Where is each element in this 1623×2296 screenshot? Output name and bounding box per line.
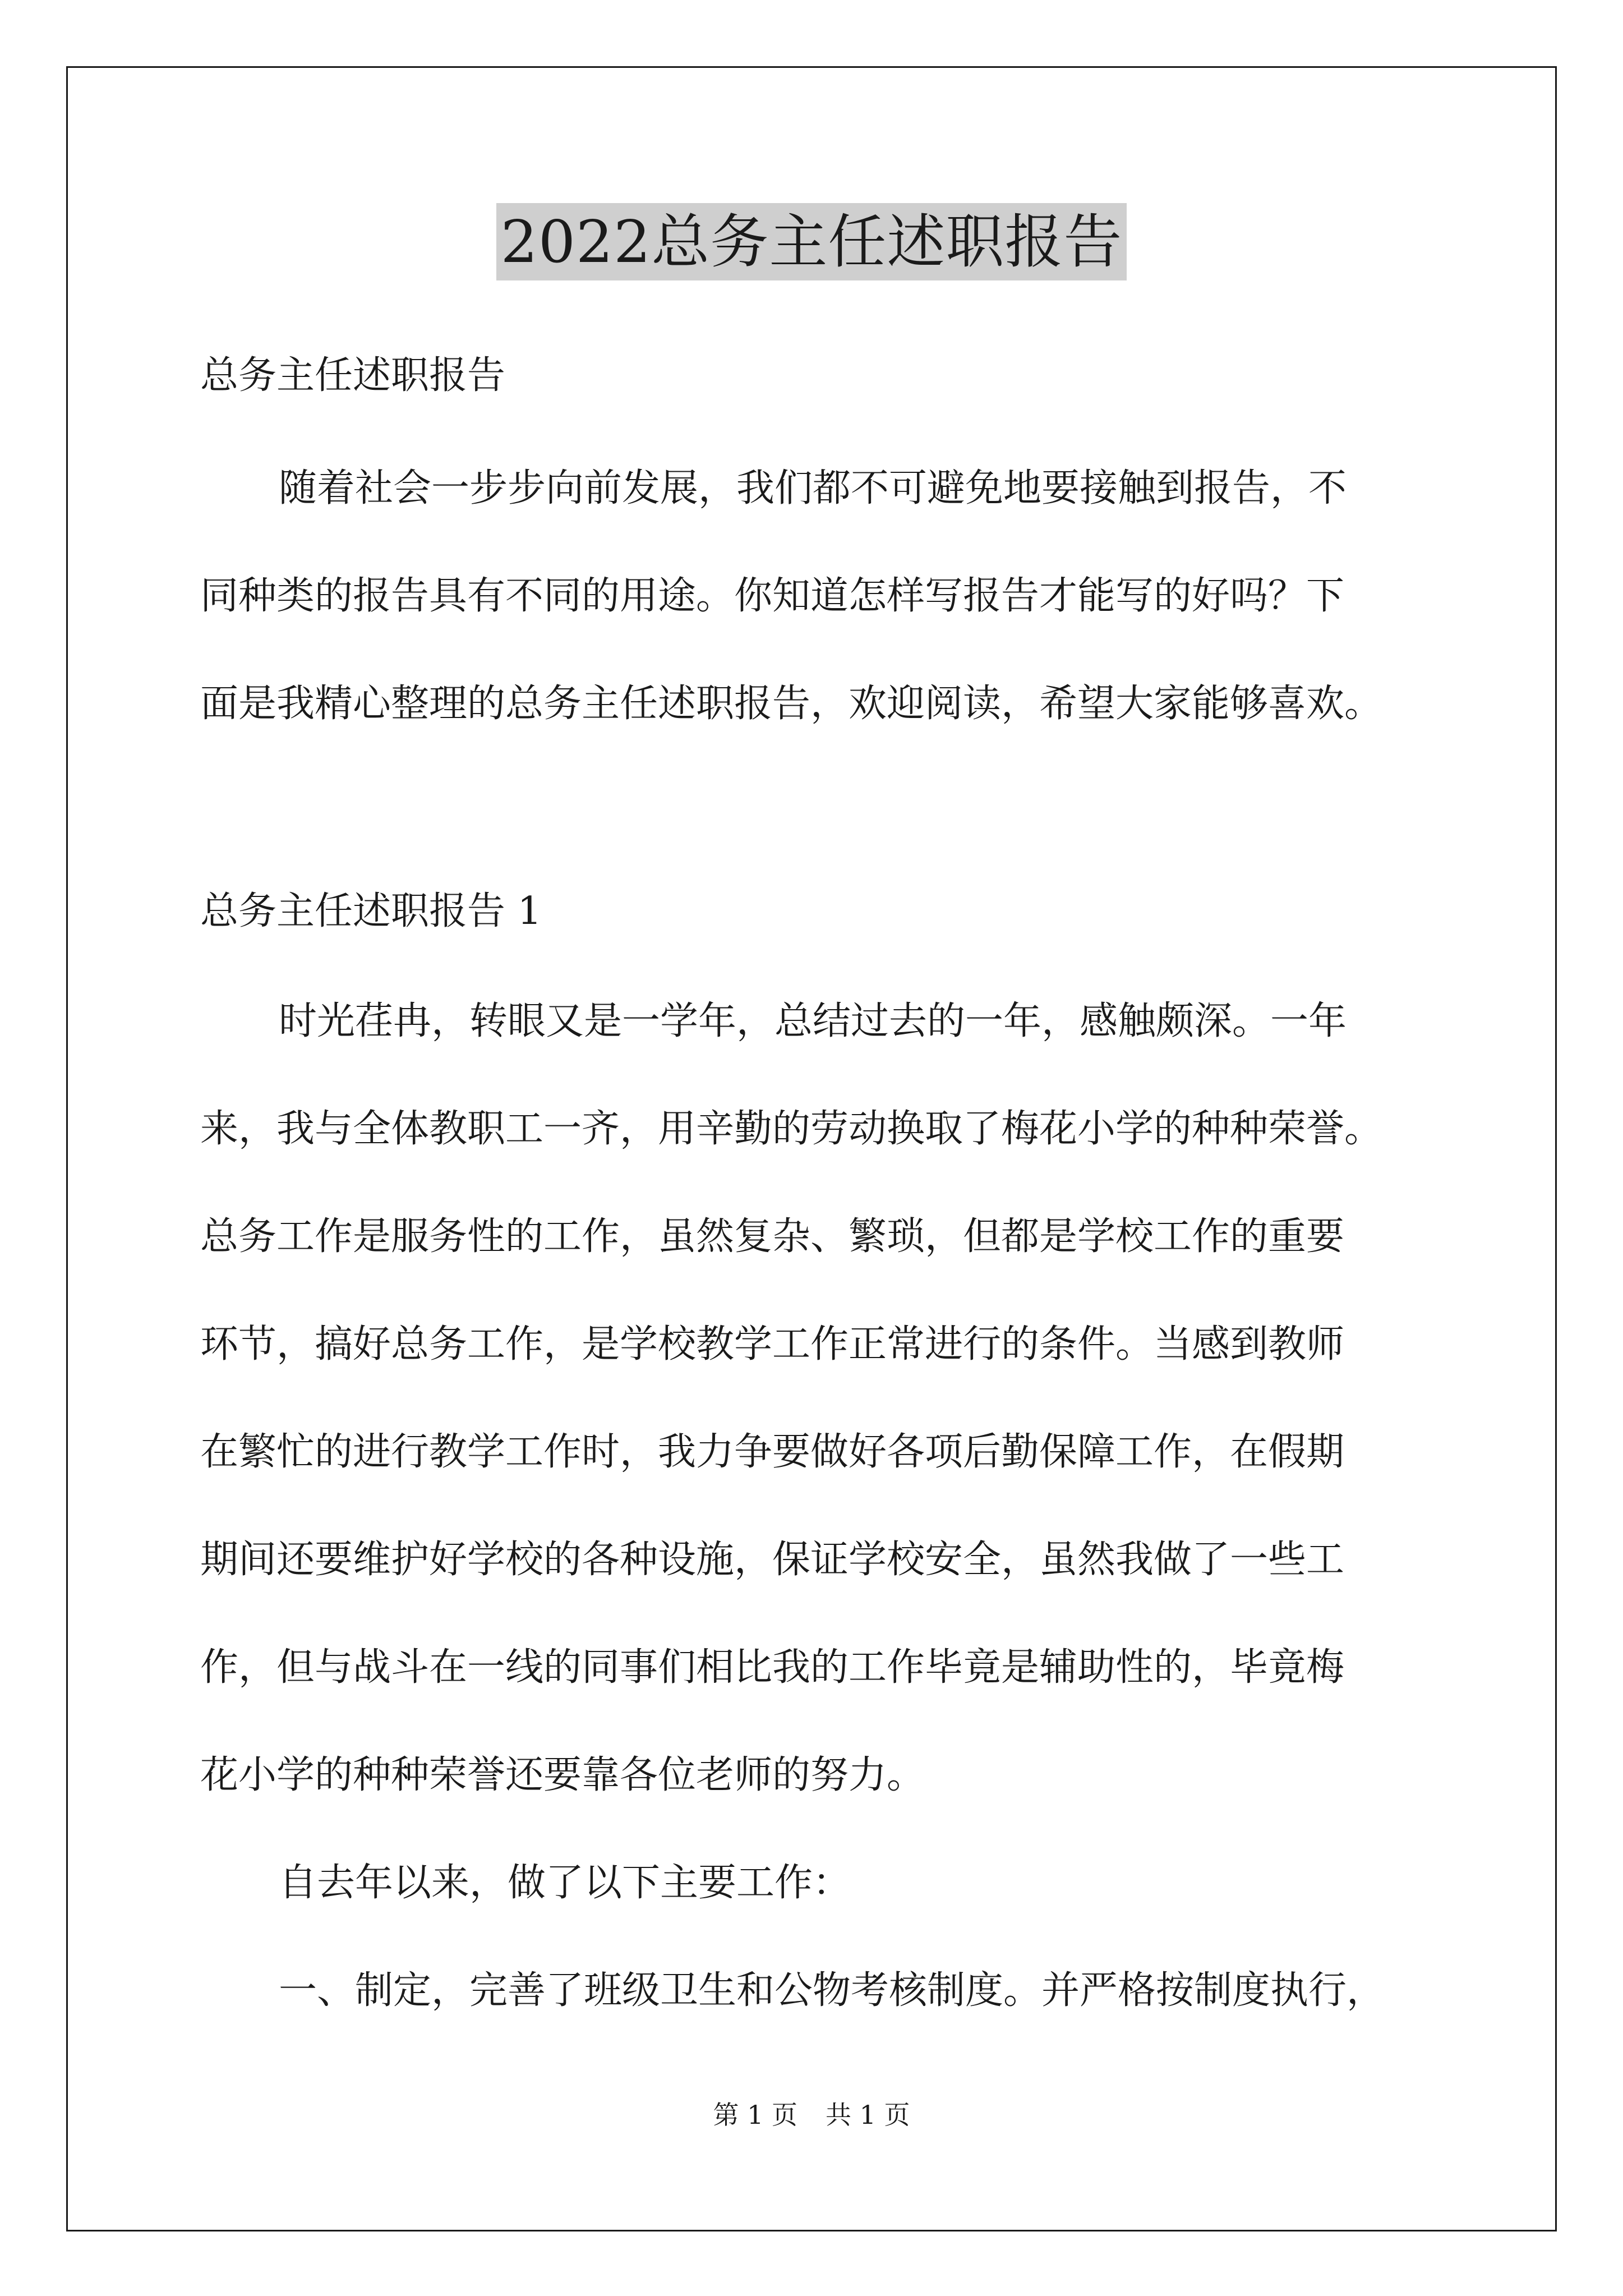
paragraph-line: 时光荏冉，转眼又是一学年，总结过去的一年，感触颇深。一年 bbox=[279, 999, 1347, 1043]
document-title: 2022总务主任述职报告 bbox=[496, 203, 1127, 280]
paragraph-line: 来，我与全体教职工一齐，用辛勤的劳动换取了梅花小学的种种荣誉。 bbox=[200, 1107, 1383, 1151]
paragraph-line: 期间还要维护好学校的各种设施，保证学校安全，虽然我做了一些工 bbox=[200, 1538, 1345, 1582]
paragraph-line: 一、制定，完善了班级卫生和公物考核制度。并严格按制度执行， bbox=[279, 1968, 1385, 2013]
paragraph-line: 随着社会一步步向前发展，我们都不可避免地要接触到报告，不 bbox=[279, 466, 1347, 510]
title-container bbox=[0, 203, 1623, 280]
paragraph-line: 作，但与战斗在一线的同事们相比我的工作毕竟是辅助性的，毕竟梅 bbox=[200, 1645, 1345, 1690]
paragraph-line: 自去年以来，做了以下主要工作： bbox=[279, 1861, 851, 1905]
page-number: 第 1 页 bbox=[713, 2100, 797, 2130]
page-total: 共 1 页 bbox=[826, 2100, 910, 2130]
page-footer bbox=[0, 2098, 1623, 2132]
paragraph-line: 总务工作是服务性的工作，虽然复杂、繁琐，但都是学校工作的重要 bbox=[200, 1214, 1345, 1259]
paragraph-line: 花小学的种种荣誉还要靠各位老师的努力。 bbox=[200, 1753, 925, 1797]
paragraph-line: 面是我精心整理的总务主任述职报告，欢迎阅读，希望大家能够喜欢。 bbox=[200, 682, 1383, 726]
section-heading: 总务主任述职报告 1 bbox=[200, 889, 542, 933]
paragraph-line: 环节，搞好总务工作，是学校教学工作正常进行的条件。当感到教师 bbox=[200, 1322, 1345, 1366]
subtitle-line: 总务主任述职报告 bbox=[200, 353, 506, 398]
paragraph-line: 同种类的报告具有不同的用途。你知道怎样写报告才能写的好吗？下 bbox=[200, 574, 1345, 618]
paragraph-line: 在繁忙的进行教学工作时，我力争要做好各项后勤保障工作，在假期 bbox=[200, 1430, 1345, 1474]
